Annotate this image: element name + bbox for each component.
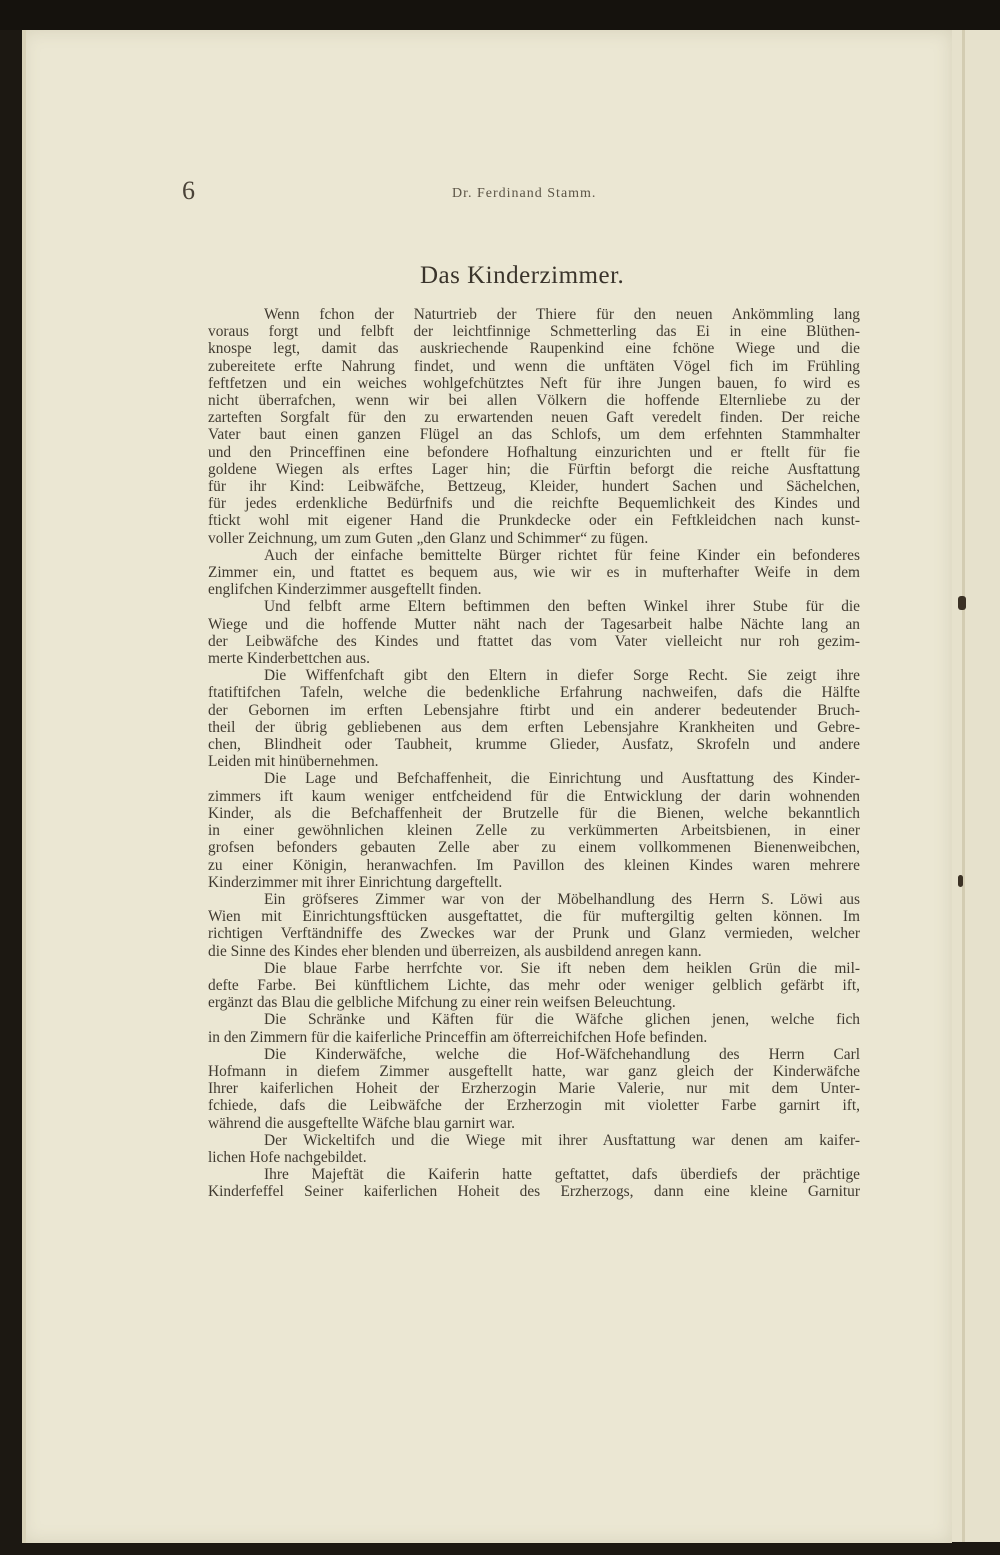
text-line: zubereitete erfte Nahrung findet, und wenn die unftäten Vögel fich im Frühling <box>208 357 860 375</box>
text-line: zimmers ift kaum weniger entfcheidend für die Entwicklung der darin wohnenden <box>208 787 860 805</box>
text-line: lichen Hofe nachgebildet. <box>208 1148 367 1166</box>
page-number: 6 <box>182 176 195 205</box>
text-line: Ihre Majeftät die Kaiferin hatte geftattet, dafs überdiefs der prächtige <box>264 1166 860 1184</box>
paragraph <box>208 770 860 890</box>
text-line: der Leibwäfche des Kindes und ftattet das vom Vater vielleicht nur roh gezim- <box>208 632 860 650</box>
text-line: Die Lage und Befchaffenheit, die Einrichtung und Ausftattung des Kinder- <box>264 770 860 788</box>
text-line: Hofmann in diefem Zimmer ausgeftellt hatte, war ganz gleich der Kinderwäfche <box>208 1062 860 1080</box>
page-binding-edge <box>22 30 26 1543</box>
text-line: Wiege und die hoffende Mutter näht nach der Tagesarbeit halbe Nächte lang an <box>208 615 860 633</box>
text-line: ftickt wohl mit eigener Hand die Prunkdecke oder ein Feftkleidchen nach kunst- <box>208 512 860 530</box>
paragraph <box>208 547 860 599</box>
paragraph <box>208 1046 860 1132</box>
text-line: chen, Blindheit oder Taubheit, krumme Glieder, Ausfatz, Skrofeln und andere <box>208 736 860 754</box>
text-line: nicht überrafchen, wenn wir bei allen Völkern die hoffende Elternliebe zu der <box>208 392 860 410</box>
text-line: Wenn fchon der Naturtrieb der Thiere für den neuen Ankömmling lang <box>264 306 860 323</box>
text-line: ftatiftifchen Tafeln, welche die bedenkliche Erfahrung nachweifen, dafs die Hälfte <box>208 684 860 702</box>
scan-border <box>0 0 1000 30</box>
text-line: fchiede, dafs die Leibwäfche der Erzherzogin mit violetter Farbe garnirt ift, <box>208 1097 860 1115</box>
text-line: Kinderfeffel Seiner kaiferlichen Hoheit des Erzherzogs, dann eine kleine Garnitur <box>208 1183 860 1201</box>
paragraph <box>208 667 860 770</box>
text-line: Ihrer kaiferlichen Hoheit der Erzherzogin Marie Valerie, nur mit dem Unter- <box>208 1080 860 1098</box>
ink-stain <box>958 875 963 887</box>
text-line: die Sinne des Kindes eher blenden und überreizen, als ausbildend anregen kann. <box>208 942 702 960</box>
paragraph <box>208 1132 860 1166</box>
text-line: der Gebornen im erften Lebensjahre ftirbt und ein anderer bedeutender Bruch- <box>208 701 860 719</box>
text-line: Der Wickeltifch und die Wiege mit ihrer Ausftattung war denen am kaifer- <box>264 1131 860 1149</box>
text-line: für ihr Kind: Leibwäfche, Bettzeug, Kleider, hundert Sachen und Sächelchen, <box>208 478 860 496</box>
paragraph <box>208 1166 860 1200</box>
text-line: Die Schränke und Käften für die Wäfche glichen jenen, welche fich <box>264 1011 860 1029</box>
text-line: voller Zeichnung, um zum Guten „den Glanz und Schimmer“ zu fügen. <box>208 529 649 547</box>
text-line: Die Wiffenfchaft gibt den Eltern in diefer Sorge Recht. Sie zeigt ihre <box>264 667 860 685</box>
text-line: Zimmer ein, und ftattet es bequem aus, wie wir es in mufterhafter Weife in dem <box>208 564 860 582</box>
text-line: in einer gewöhnlichen kleinen Zelle zu verkümmerten Arbeitsbienen, in einer <box>208 822 860 840</box>
text-line: defte Farbe. Bei künftlichem Lichte, das mehr oder weniger gelblich gefärbt ift, <box>208 976 860 994</box>
text-line: richtigen Verftändniffe des Zweckes war der Prunk und Glanz vermieden, welcher <box>208 925 860 943</box>
body-text <box>208 306 860 1201</box>
text-line: goldene Wiegen als erftes Lager hin; die Fürftin beforgt die reiche Ausftattung <box>208 460 860 478</box>
chapter-title: Das Kinderzimmer. <box>420 262 625 289</box>
text-line: Kinder, als die Befchaffenheit der Brutzelle für die Bienen, welche bekanntlich <box>208 804 860 822</box>
text-line: feftfetzen und ein weiches wohlgefchütztes Neft für ihre Jungen bauen, fo wird es <box>208 374 860 392</box>
text-line: während die ausgeftellte Wäfche blau garnirt war. <box>208 1114 515 1132</box>
running-head: Dr. Ferdinand Stamm. <box>452 186 597 201</box>
text-line: für jedes erdenkliche Bedürfnifs und die reichfte Bequemlichkeit des Kindes und <box>208 495 860 513</box>
text-line: Vater baut einen ganzen Flügel an das Schlofs, um dem erfehnten Stammhalter <box>208 426 860 444</box>
text-line: zarteften Sorgfalt für den zu erwartenden neuen Gaft veredelt finden. Der reiche <box>208 409 860 427</box>
text-line: Auch der einfache bemittelte Bürger richtet für feine Kinder ein befonderes <box>264 546 860 564</box>
text-line: voraus forgt und felbft der leichtfinnige Schmetterling das Ei in eine Blüthen- <box>208 323 860 341</box>
paragraph <box>208 960 860 1012</box>
paragraph <box>208 891 860 960</box>
text-line: und den Princeffinen eine befondere Hofhaltung einzurichten und er ftellt für fie <box>208 443 860 461</box>
text-line: Wien mit Einrichtungsftücken ausgeftattet, die für muftergiltig gelten können. Im <box>208 908 860 926</box>
text-line: Leiden mit hinübernehmen. <box>208 753 379 771</box>
text-line: grofsen befonders gebauten Zelle aber zu einem vollkommenen Bienenweibchen, <box>208 839 860 857</box>
text-line: englifchen Kinderzimmer ausgeftellt finden. <box>208 581 482 599</box>
text-line: theil der übrig gebliebenen aus dem erften Lebensjahre Krankheiten und Gebre- <box>208 718 860 736</box>
text-line: knospe legt, damit das auskriechende Raupenkind eine fchöne Wiege und die <box>208 340 860 358</box>
text-line: zu einer Königin, heranwachfen. Im Pavillon des kleinen Kindes waren mehrere <box>208 856 860 874</box>
text-line: merte Kinderbettchen aus. <box>208 650 370 668</box>
paragraph <box>208 1011 860 1045</box>
text-line: ergänzt das Blau die gelbliche Mifchung zu einer rein weifsen Beleuchtung. <box>208 994 676 1012</box>
ink-stain <box>958 596 966 610</box>
text-line: Und felbft arme Eltern beftimmen den beften Winkel ihrer Stube für die <box>264 598 860 616</box>
text-line: Kinderzimmer mit ihrer Einrichtung dargeftellt. <box>208 873 503 891</box>
paragraph <box>208 306 860 547</box>
text-line: Die Kinderwäfche, welche die Hof-Wäfchehandlung des Herrn Carl <box>264 1045 860 1063</box>
text-line: Ein gröfseres Zimmer war von der Möbelhandlung des Herrn S. Löwi aus <box>264 890 860 908</box>
text-line: Die blaue Farbe herrfchte vor. Sie ift neben dem heiklen Grün die mil- <box>264 959 860 977</box>
text-line: in den Zimmern für die kaiferliche Princeffin am öfterreichifchen Hofe befinden. <box>208 1028 708 1046</box>
underlying-page <box>948 30 1000 1542</box>
paragraph <box>208 598 860 667</box>
page-header <box>182 176 902 216</box>
underlying-page-edge <box>962 30 965 1542</box>
